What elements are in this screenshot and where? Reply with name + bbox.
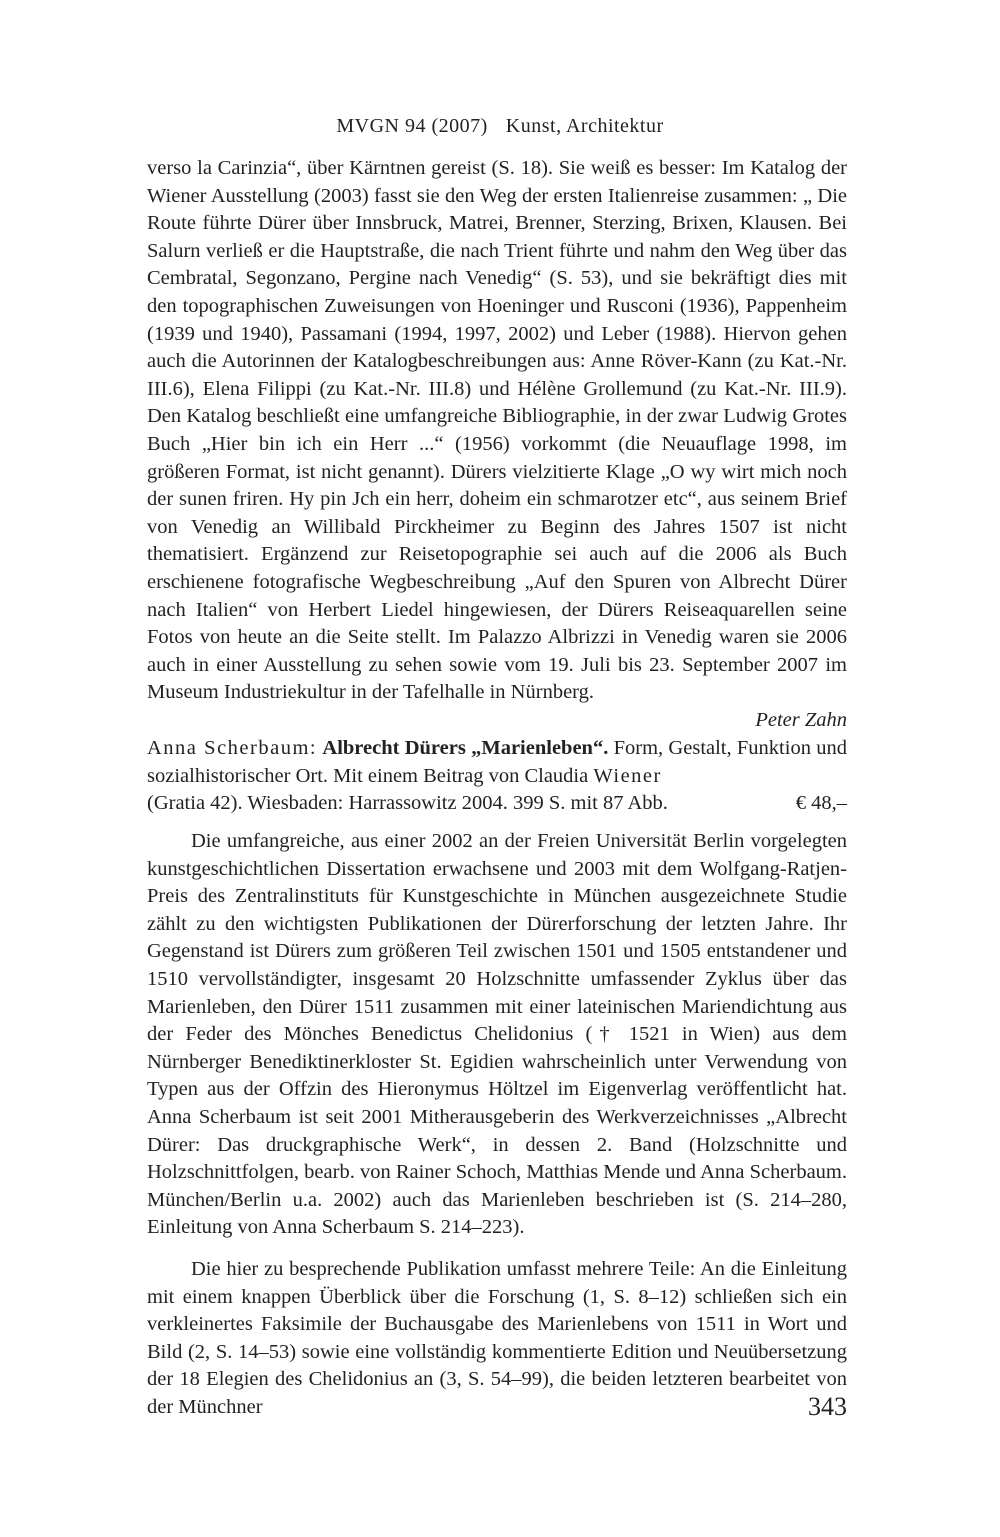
book-price: € 48,– (795, 792, 847, 815)
book-author: Anna Scherbaum: (147, 737, 318, 759)
review-body (147, 828, 847, 1435)
review-paragraph-1: Die umfangreiche, aus einer 2002 an der Freien Universität Berlin vorgelegten kunstgeschichtlichen Dissertation erwachsene und 2003 mit dem Wolfgang-Ratjen-Preis des Zentralinstituts für Kunstgeschichte in München ausgezeichnete Studie zählt zu den wichtigsten Publikationen der Dürerforschung der letzten Jahre. Ihr Gegenstand ist Dürers zum größeren Teil zwischen 1501 und 1505 entstandener und 1510 vervollständigter, insgesamt 20 Holzschnitte umfassender Zyklus über das Marienleben, den Dürer 1511 zusammen mit einer lateinischen Mariendichtung aus der Feder des Mönches Benedictus Chelidonius († 1521 in Wien) aus dem Nürnberger Benediktinerkloster St. Egidien wahrscheinlich unter Verwendung von Typen aus der Offzin des Hieronymus Höltzel im Eigenverlag veröffentlicht hat. Anna Scherbaum ist seit 2001 Mitherausgeberin des Werkverzeichnisses „Albrecht Dürer: Das druckgraphische Werk“, in dessen 2. Band (Holzschnitte und Holzschnittfolgen, bearb. von Rainer Schoch, Matthias Mende und Anna Scherbaum. München/Berlin u.a. 2002) auch das Marienleben beschrieben ist (S. 214–280, Einleitung von Anna Scherbaum S. 214–223). (147, 830, 847, 1239)
previous-review-paragraph: verso la Carinzia“, über Kärntnen gereist (S. 18). Sie weiß es besser: Im Katalog der Wiener Ausstellung (2003) fasst sie den Weg der ersten Italienreise zusammen: „ Die Route führte Dürer über Innsbruck, Matrei, Brenner, Sterzing, Brixen, Klausen. Bei Salurn verließ er die Hauptstraße, die nach Trient führte und nahm den Weg über das Cembratal, Segonzano, Pergine nach Venedig“ (S. 53), und sie bekräftigt dies mit den topographischen Zuweisungen von Hoeninger und Rusconi (1936), Pappenheim (1939 und 1940), Passamani (1994, 1997, 2002) und Leber (1988). Hiervon gehen auch die Autorinnen der Katalogbeschreibungen aus: Anne Röver-Kann (zu Kat.-Nr. III.6), Elena Filippi (zu Kat.-Nr. III.8) und Hélène Grollemund (zu Kat.-Nr. III.9). Den Katalog beschließt eine umfangreiche Bibliographie, in der zwar Ludwig Grotes Buch „Hier bin ich ein Herr ...“ (1956) vorkommt (die Neuauflage 1998, im größeren Format, ist nicht genannt). Dürers vielzitierte Klage „O wy wirt mich noch der sunen friren. Hy pin Jch ein herr, doheim ein schmarotzer etc“, aus seinem Brief von Venedig an Willibald Pirckheimer zu Beginn des Jahres 1507 ist nicht thematisiert. Ergänzend zur Reisetopographie sei auch auf die 2006 als Buch erschienene fotografische Wegbeschreibung „Auf den Spuren von Albrecht Dürer nach Italien“ von Herbert Liedel hingewiesen, der Dürers Reiseaquarellen seine Fotos von heute an die Seite stellt. Im Palazzo Albrizzi in Venedig waren sie 2006 auch in einer Ausstellung zu sehen sowie vom 19. Juli bis 23. September 2007 im Museum Industriekultur in der Tafelhalle in Nürnberg. (147, 157, 847, 704)
book-title: Albrecht Dürers „Marienleben“. (322, 737, 609, 759)
section-title: Kunst, Architektur (505, 115, 664, 137)
citation-text (147, 735, 847, 790)
running-head (0, 115, 1000, 138)
book-contributor: Wiener (593, 764, 662, 787)
reviewer-signature: Peter Zahn (755, 708, 847, 731)
previous-review (147, 155, 847, 734)
page-number: 343 (808, 1392, 847, 1421)
citation-price-line (147, 790, 847, 818)
review-paragraph-2: Die hier zu besprechende Publikation umfasst mehrere Teile: An die Einleitung mit einem knappen Überblick über die Forschung (1, S. 8–12) schließen sich ein verkleinertes Faksimile der Buchausgabe des Marienlebens von 1511 in Wort und Bild (2, S. 14–53) sowie eine vollständig kommentierte Edition und Neuübersetzung der 18 Elegien des Chelidonius an (3, S. 54–99), die beiden letzteren bearbeitet von der Münchner (147, 1257, 847, 1418)
series-publisher: (Gratia 42). Wiesbaden: Harrassowitz 2004. 399 S. mit 87 Abb. (147, 792, 668, 815)
book-subtitle: Form, Gestalt, Funktion und sozialhistorischer Ort. Mit einem Beitrag von Claudia (147, 737, 847, 787)
review-citation (147, 735, 847, 818)
journal-reference: MVGN 94 (2007) (336, 115, 488, 137)
